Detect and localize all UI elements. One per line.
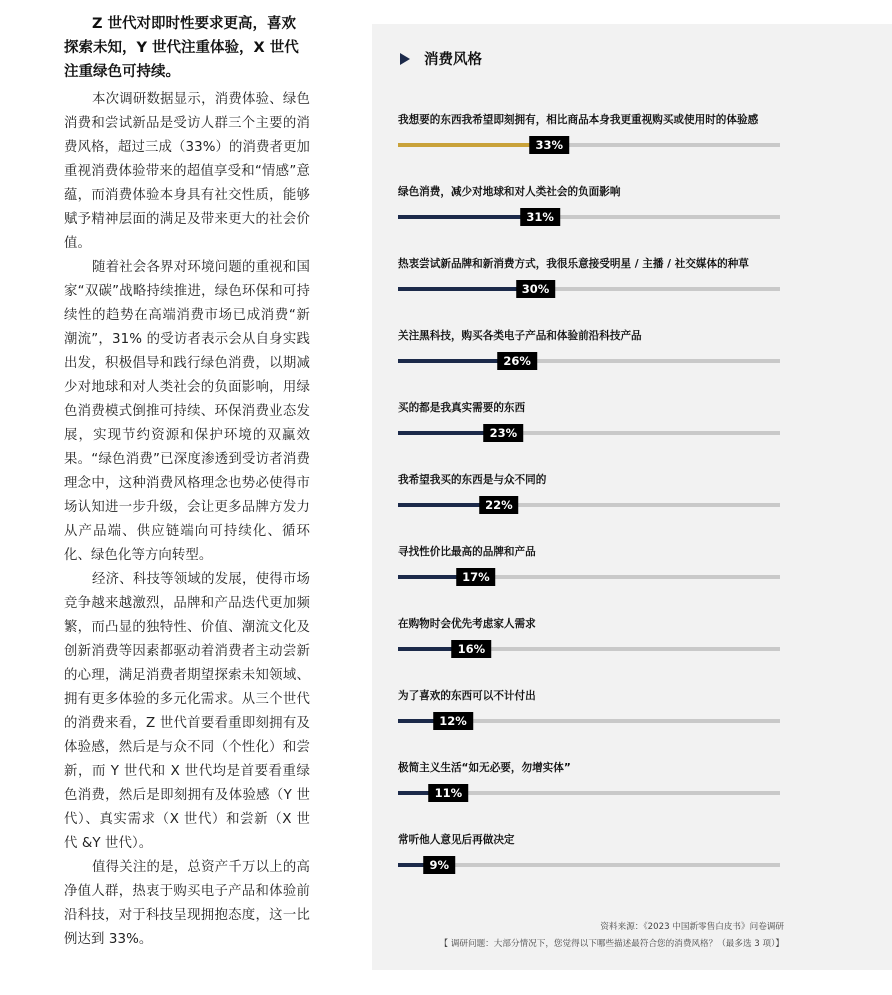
chart-item [398,472,782,544]
chart-bars [398,112,782,904]
bar-category-label: 买的都是我真实需要的东西 [398,402,526,414]
bar-value-label: 16% [452,640,492,658]
bar-track [398,143,780,147]
play-triangle-icon [400,53,410,65]
bar-value-label: 9% [423,856,455,874]
chart-item [398,256,782,328]
chart-item [398,688,782,760]
bar-category-label: 关注黑科技，购买各类电子产品和体验前沿科技产品 [398,330,642,342]
bar-category-label: 极简主义生活“如无必要，勿增实体” [398,762,571,774]
bar-track [398,431,780,435]
article-paragraph-3: 经济、科技等领域的发展，使得市场竞争越来越激烈，品牌和产品迭代更加频繁，而凸显的独特性、价值、潮流文化及创新消费等因素都驱动着消费者主动尝新的心理，满足消费者期望探索未知领域、拥有更多体验的多元化需求。从三个世代的消费来看，Z 世代首要看重即刻拥有及体验感，然后是与众不同（个性化）和尝新，而 Y 世代和 X 世代均是首要看重绿色消费，然后是即刻拥有及体验感（Y 世代）、真实需求（X 世代）和尝新（X 世代 &Y 世代）。 [64,572,310,851]
bar-value-label: 33% [530,136,570,154]
bar-track [398,503,780,507]
panel-title [400,48,482,69]
source-note: 资料来源：《2023 中国新零售白皮书》问卷调研 [600,922,784,932]
article-column [64,12,310,952]
bar-track [398,359,780,363]
survey-question-note: 【 调研问题：大部分情况下，您觉得以下哪些描述最符合您的消费风格？（最多选 3 项）】 [439,939,784,949]
bar-category-label: 我希望我买的东西是与众不同的 [398,474,547,486]
chart-item [398,184,782,256]
bar-track [398,215,780,219]
bar-value-label: 17% [456,568,496,586]
bar-value-label: 23% [484,424,524,442]
bar-value-label: 11% [429,784,469,802]
bar-value-label: 12% [433,712,473,730]
bar-category-label: 我想要的东西我希望即刻拥有，相比商品本身我更重视购买或使用时的体验感 [398,114,759,126]
chart-item [398,616,782,688]
bar-value-label: 30% [516,280,556,298]
chart-item [398,760,782,832]
chart-item [398,328,782,400]
article-paragraph-4: 值得关注的是，总资产千万以上的高净值人群，热衷于购买电子产品和体验前沿科技，对于科技呈现拥抱态度，这一比例达到 33%。 [64,860,310,947]
bar-category-label: 在购物时会优先考虑家人需求 [398,618,536,630]
bar-track [398,863,780,867]
bar-category-label: 为了喜欢的东西可以不计付出 [398,690,536,702]
bar-value-label: 31% [520,208,560,226]
consumption-style-chart-panel [372,24,892,970]
bar-value-label: 26% [497,352,537,370]
bar-category-label: 常听他人意见后再做决定 [398,834,515,846]
bar-fill [398,143,549,147]
panel-title-text: 消费风格 [424,52,482,68]
bar-category-label: 绿色消费，减少对地球和对人类社会的负面影响 [398,186,621,198]
article-paragraph-2: 随着社会各界对环境问题的重视和国家“双碳”战略持续推进，绿色环保和可持续性的趋势在高端消费市场已成消费“新潮流”，31% 的受访者表示会从自身实践出发，积极倡导和践行绿色消费，以期减少对地球和对人类社会的负面影响，用绿色消费模式倒推可持续、环保消费业态发展，实现节约资源和保护环境的双赢效果。“绿色消费”已深度渗透到受访者消费理念中，这种消费风格理念也势必使得市场认知进一步升级，会让更多品牌方发力从产品端、供应链端向可持续化、循环化、绿色化等方向转型。 [64,260,310,563]
chart-item [398,832,782,904]
chart-item [398,400,782,472]
chart-item [398,544,782,616]
bar-category-label: 寻找性价比最高的品牌和产品 [398,546,536,558]
article-paragraph-1: 本次调研数据显示，消费体验、绿色消费和尝试新品是受访人群三个主要的消费风格，超过三成（33%）的消费者更加重视消费体验带来的超值享受和“情感”意蕴，而消费体验本身具有社交性质，能够赋予精神层面的满足及带来更大的社会价值。 [64,92,310,251]
bar-fill [398,215,540,219]
bar-value-label: 22% [479,496,519,514]
bar-track [398,287,780,291]
article-headline: Z 世代对即时性要求更高，喜欢探索未知，Y 世代注重体验，X 世代注重绿色可持续。 [64,16,299,80]
chart-item [398,112,782,184]
bar-category-label: 热衷尝试新品牌和新消费方式，我很乐意接受明星 / 主播 / 社交媒体的种草 [398,258,749,270]
